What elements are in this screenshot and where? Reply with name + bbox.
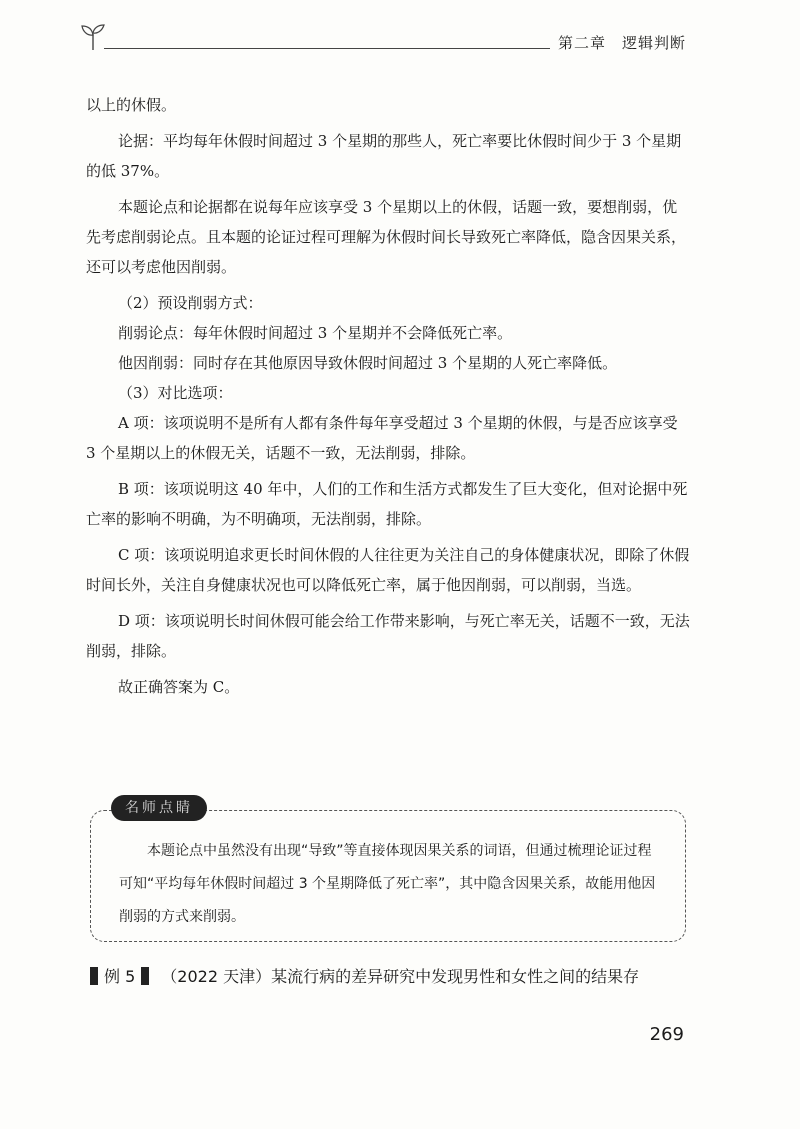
tip-label: 名师点睛 [111, 795, 207, 821]
paragraph: D 项：该项说明长时间休假可能会给工作带来影响，与死亡率无关，话题不一致，无法削弱，排除。 [86, 612, 690, 660]
tip-box [90, 800, 686, 942]
section-title: 逻辑判断 [621, 34, 686, 52]
paragraph: 以上的休假。 [86, 96, 177, 114]
chapter-number: 第二章 [557, 34, 606, 52]
answer-line: 故正确答案为 C。 [118, 678, 240, 696]
example-label: 例 5 [104, 967, 136, 986]
paragraph: （3）对比选项： [118, 384, 233, 402]
example-heading [86, 962, 696, 992]
sprout-icon [80, 22, 106, 52]
paragraph: C 项：该项说明追求更长时间休假的人往往更为关注自己的身体健康状况，即除了休假时间长外，关注自身健康状况也可以降低死亡率，属于他因削弱，可以削弱，当选。 [86, 546, 690, 594]
paragraph: 削弱论点：每年休假时间超过 3 个星期并不会降低死亡率。 [118, 324, 513, 342]
paragraph: （2）预设削弱方式： [118, 294, 263, 312]
running-header [80, 22, 700, 52]
paragraph: 他因削弱：同时存在其他原因导致休假时间超过 3 个星期的人死亡率降低。 [118, 354, 618, 372]
header-rule [104, 48, 550, 49]
paragraph: B 项：该项说明这 40 年中，人们的工作和生活方式都发生了巨大变化，但对论据中死亡率的影响不明确，为不明确项，无法削弱，排除。 [86, 480, 688, 528]
tip-text: 本题论点中虽然没有出现“导致”等直接体现因果关系的词语，但通过梳理论证过程可知“平均每年休假时间超过 3 个星期降低了死亡率”，其中隐含因果关系，故能用他因削弱的方式来削弱。 [119, 843, 656, 925]
paragraph: A 项：该项说明不是所有人都有条件每年享受超过 3 个星期的休假，与是否应该享受 3 个星期以上的休假无关，话题不一致，无法削弱，排除。 [86, 414, 678, 462]
explanation-body [86, 90, 690, 708]
example-marker-icon [141, 967, 149, 985]
example-marker-icon [90, 967, 98, 985]
example-text: （2022 天津）某流行病的差异研究中发现男性和女性之间的结果存 [161, 967, 640, 986]
chapter-title [558, 32, 686, 53]
paragraph: 论据：平均每年休假时间超过 3 个星期的那些人，死亡率要比休假时间少于 3 个星期的低 37%。 [86, 132, 682, 180]
page-number: 269 [649, 1024, 684, 1045]
paragraph: 本题论点和论据都在说每年应该享受 3 个星期以上的休假，话题一致，要想削弱，优先考虑削弱论点。且本题的论证过程可理解为休假时间长导致死亡率降低，隐含因果关系，还可以考虑他因削弱。 [86, 198, 687, 276]
